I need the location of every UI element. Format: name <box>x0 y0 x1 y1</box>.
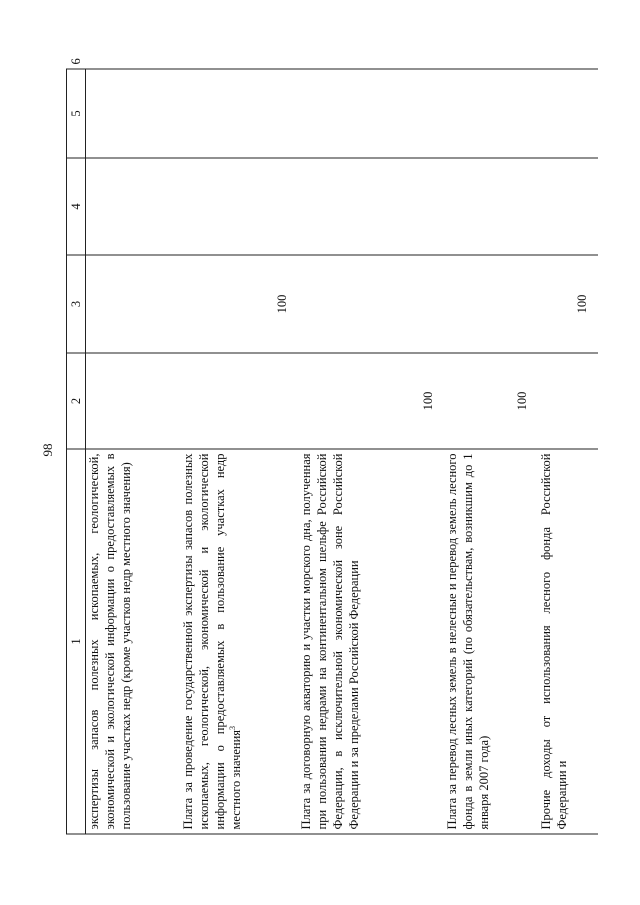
row-value-col3: 100 <box>180 255 298 353</box>
table-row <box>86 69 180 834</box>
row-value-col2 <box>86 353 180 449</box>
row-value-col4 <box>298 158 444 255</box>
row-value-col5 <box>444 69 538 158</box>
revenue-table <box>66 58 598 835</box>
row-value-col2: 100 <box>444 353 538 449</box>
row-value-col5 <box>86 69 180 158</box>
page-number: 98 <box>40 443 55 457</box>
rotated-table-container <box>66 58 606 835</box>
header-cell-5: 5 <box>67 69 86 158</box>
row-value-col4 <box>538 158 598 255</box>
row-value-col5 <box>298 69 444 158</box>
table-row <box>444 69 538 834</box>
row-value-col3 <box>444 255 538 353</box>
row-description: Плата за проведение государственной экспертизы запасов полезных ископаемых, геологической, экономической и экологической информации о предоставляемых в пользование участках недр местного значения$^3$ <box>180 449 298 834</box>
row-value-col3 <box>86 255 180 353</box>
header-cell-1: 1 <box>67 449 86 834</box>
row-value-col2 <box>538 353 598 449</box>
row-value-col4 <box>180 158 298 255</box>
header-cell-4: 4 <box>67 158 86 255</box>
row-description: Плата за договорную акваторию и участки морского дна, полученная при пользовании недрами на континентальном шельфе Российской Федерации, в исключительной экономической зоне Российской Федерации и за пределами Российской Федерации <box>298 449 444 834</box>
row-value-col2 <box>180 353 298 449</box>
header-cell-3: 3 <box>67 255 86 353</box>
row-value-col4 <box>444 158 538 255</box>
footnote-mark: 3 <box>227 725 237 730</box>
row-value-col2: 100 <box>298 353 444 449</box>
table-row <box>538 69 598 834</box>
table-row <box>180 69 298 834</box>
table-row <box>298 69 444 834</box>
row-value-col4 <box>86 158 180 255</box>
row-value-col3 <box>298 255 444 353</box>
header-cell-2: 2 <box>67 353 86 449</box>
row-description: Прочие доходы от использования лесного фонда Российской Федерации и <box>538 449 598 834</box>
row-description: экспертизы запасов полезных ископаемых, геологической, экономической и экологической информации о предоставляемых в пользование участках недр (кроме участков недр местного значения) <box>86 449 180 834</box>
row-value-col5 <box>180 69 298 158</box>
row-value-col5 <box>538 69 598 158</box>
row-description: Плата за перевод лесных земель в нелесные и перевод земель лесного фонда в земли иных категорий (по обязательствам, возникшим до 1 января 2007 года) <box>444 449 538 834</box>
table-header-row: 1 2 3 4 5 6 <box>67 69 86 834</box>
row-value-col3: 100 <box>538 255 598 353</box>
